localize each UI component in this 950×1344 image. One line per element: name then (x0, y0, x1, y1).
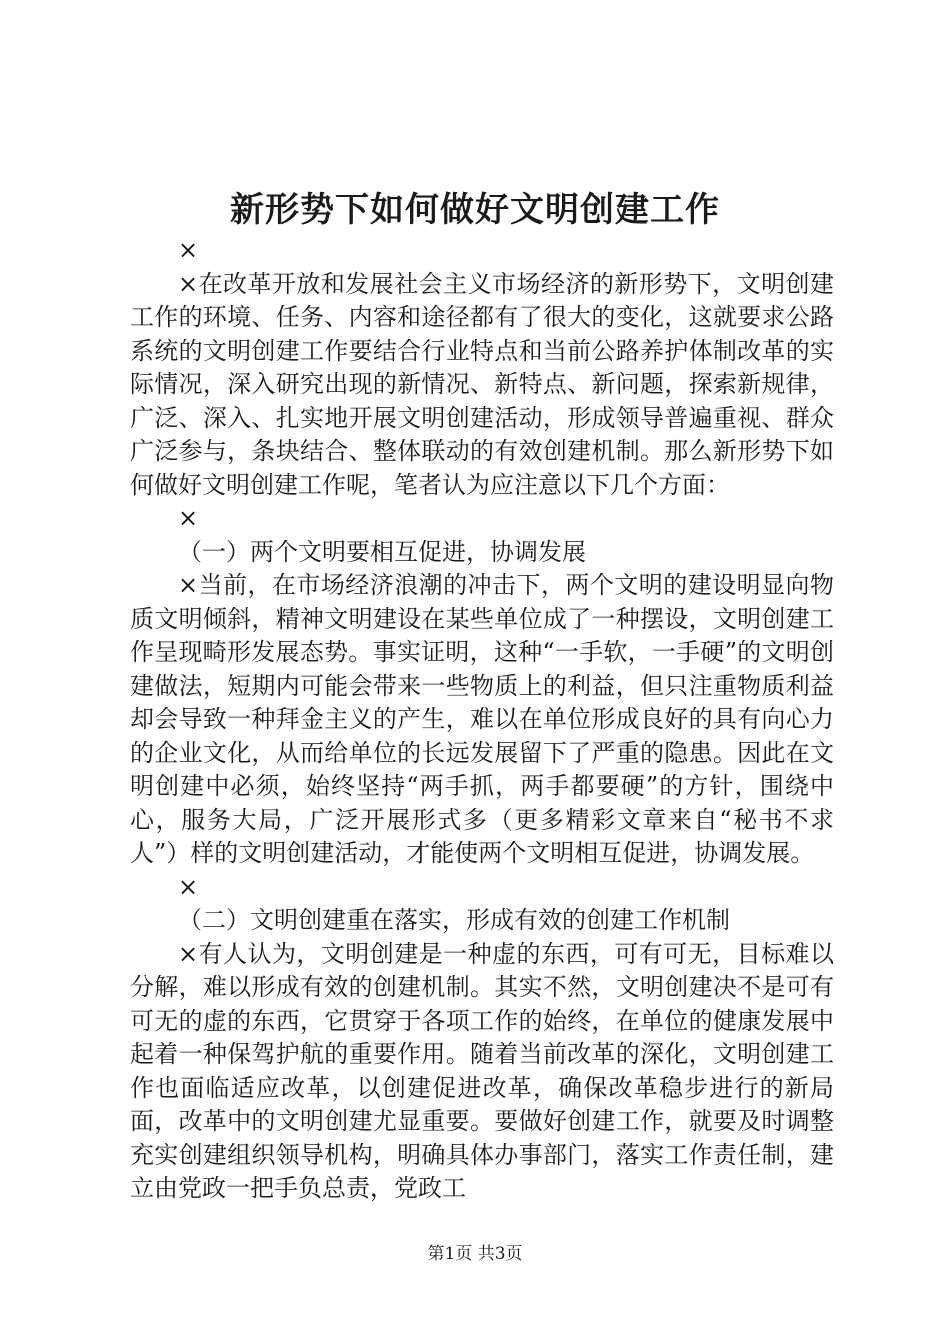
paragraph-intro: ×在改革开放和发展社会主义市场经济的新形势下，文明创建工作的环境、任务、内容和途径都有了很大的变化，这就要求公路系统的文明创建工作要结合行业特点和当前公路养护体制改革的实际情况，深入研究出现的新情况、新特点、新问题，探索新规律，广泛、深入、扎实地开展文明创建活动，形成领导普遍重视、群众广泛参与，条块结合、整体联动的有效创建机制。那么新形势下如何做好文明创建工作呢，笔者认为应注意以下几个方面： (130, 269, 834, 499)
section-heading-1: （一）两个文明要相互促进，协调发展 (178, 537, 586, 566)
paragraph-mark: × (178, 504, 199, 532)
section-heading-2: （二）文明创建重在落实，形成有效的创建工作机制 (178, 906, 730, 934)
paragraph-mark: × (178, 236, 199, 264)
document-body (130, 234, 834, 1206)
paragraph-section-1: ×当前，在市场经济浪潮的冲击下，两个文明的建设明显向物质文明倾斜，精神文明建设在某些单位成了一种摆设，文明创建工作呈现畸形发展态势。事实证明，这种“一手软，一手硬”的文明创建做法，短期内可能会带来一些物质上的利益，但只注重物质利益却会导致一种拜金主义的产生，难以在单位形成良好的具有向心力的企业文化，从而给单位的长远发展留下了严重的隐患。因此在文明创建中必须，始终坚持“两手抓，两手都要硬”的方针，围绕中心，服务大局，广泛开展形式多（更多精彩文章来自“秘书不求人”）样的文明创建活动，才能使两个文明相互促进，协调发展。 (130, 571, 834, 867)
paragraph-mark: × (178, 872, 199, 901)
paragraph-section-2: ×有人认为，文明创建是一种虚的东西，可有可无，目标难以分解，难以形成有效的创建机制。其实不然，文明创建决不是可有可无的虚的东西，它贯穿于各项工作的始终，在单位的健康发展中起着一种保驾护航的重要作用。随着当前改革的深化，文明创建工作也面临适应改革，以创建促进改革，确保改革稳步进行的新局面，改革中的文明创建尤显重要。要做好创建工作，就要及时调整充实创建组织领导机构，明确具体办事部门，落实工作责任制，建立由党政一把手负总责，党政工 (130, 939, 834, 1202)
document-title: 新形势下如何做好文明创建工作 (230, 190, 720, 230)
page-footer: 第1页 共3页 (427, 1244, 523, 1264)
